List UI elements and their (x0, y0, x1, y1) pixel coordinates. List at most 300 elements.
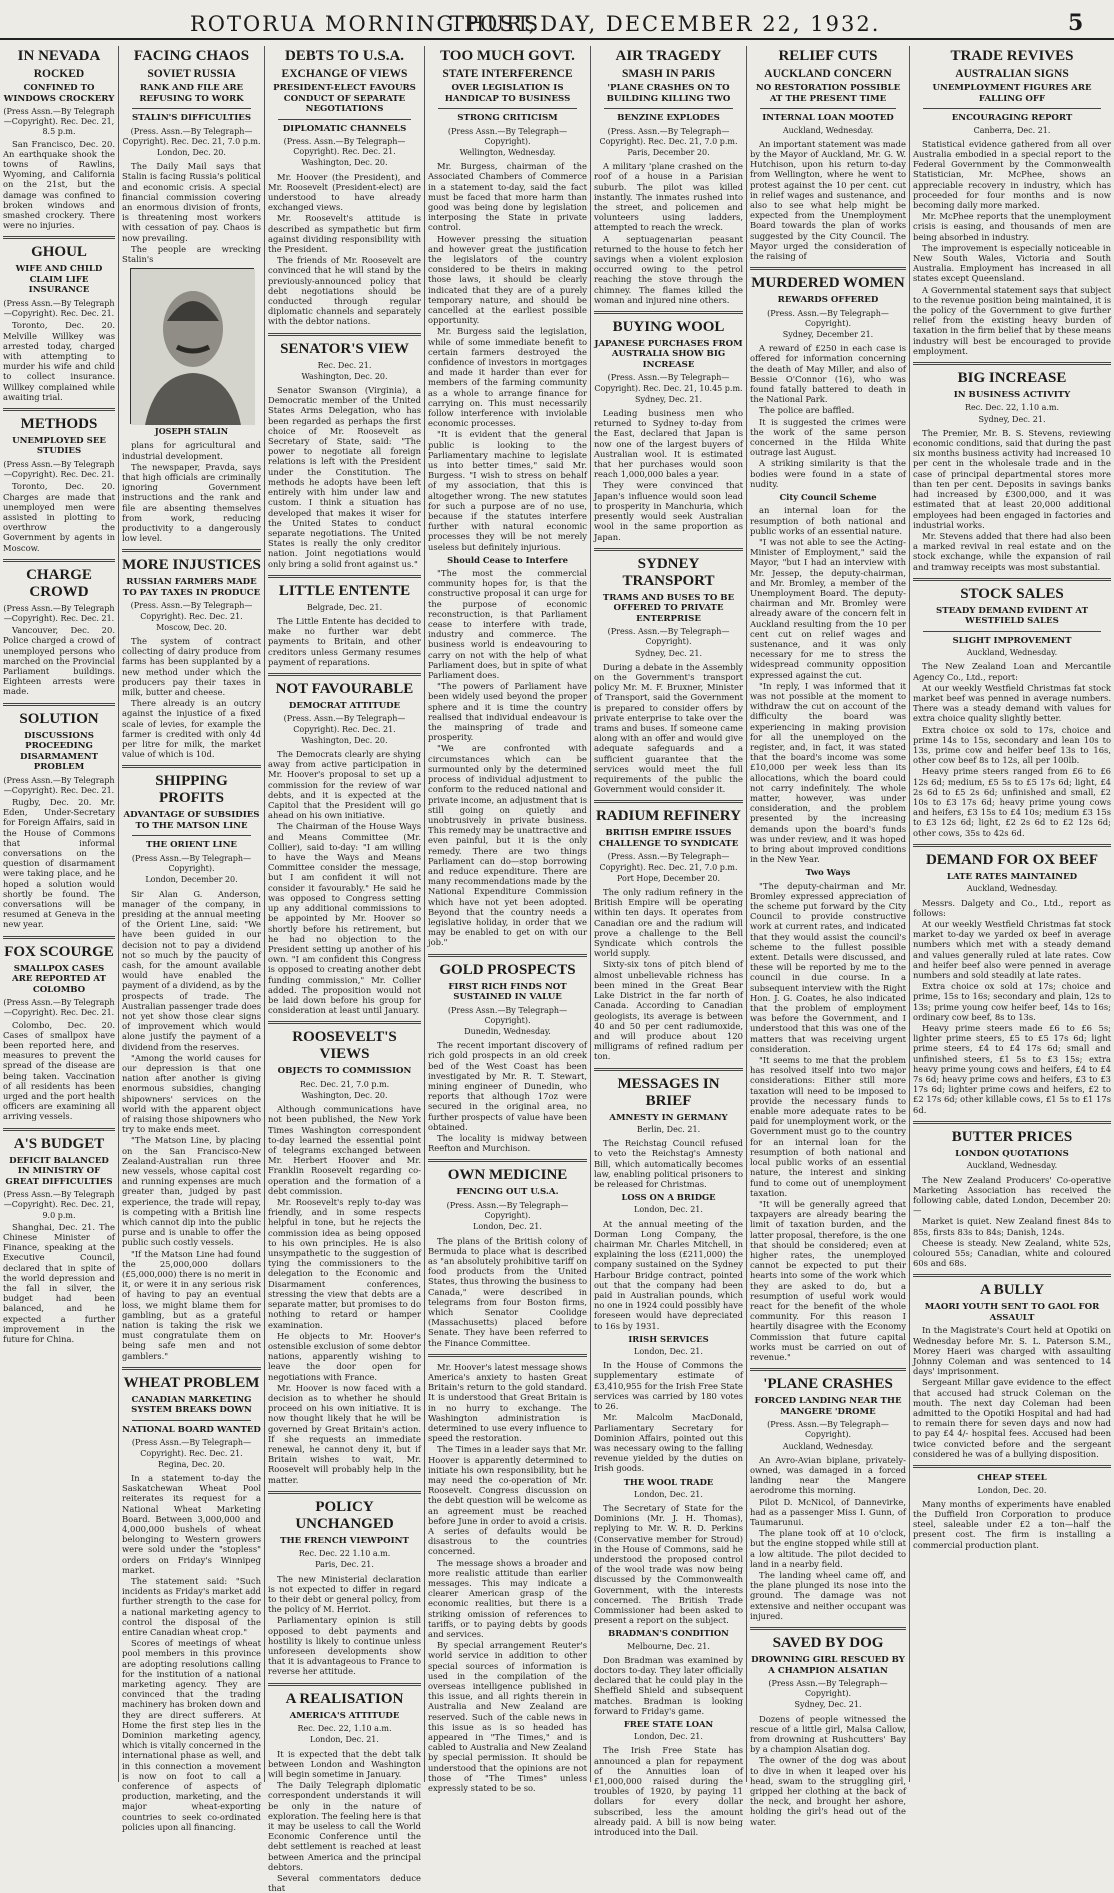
headline: POLICY UNCHANGED (295, 1498, 394, 1532)
dateline: Sydney, Dec. 21. (794, 1700, 862, 1710)
dateline: London, Dec. 21. (310, 1735, 379, 1745)
agency-line: (Press. Assn.—By Telegraph—Copyright). (446, 1200, 569, 1221)
paragraph: A striking similarity is that the bodies were found in a state of nudity. (750, 458, 906, 489)
article (750, 48, 906, 261)
deck: UNEMPLOYMENT FIGURES ARE FALLING OFF (932, 83, 1092, 104)
paragraph: Sir Alan G. Anderson, manager of the company, in presiding at the annual meeting of the Orient Line, said: "We have been guided in our decision not to pay a dividend not so much by the paucity of cash, for the amount available would have enabled the payment of a dividend, as by the prospects of trade. The Australian passenger trade does not yet show those clear signs of improvement which would alone justify the payment of a dividend from the reserves. (122, 888, 261, 1052)
divider (760, 108, 896, 109)
paragraph: Cheese is steady. New Zealand, white 52s, coloured 55s; Canadian, white and coloured 60s and 68s. (913, 1237, 1111, 1269)
column-rule (122, 1367, 261, 1370)
dateline: Sydney, December 21. (782, 330, 874, 340)
section-subhead: Should Cease to Interfere (447, 554, 568, 565)
agency-line: (Press Assn.—By Telegraph—Copyright). (447, 1005, 568, 1025)
article (3, 408, 115, 553)
deck: FORCED LANDING NEAR THE MANGERE 'DROME (754, 1396, 902, 1417)
agency-line: (Press Assn.—By Telegraph—Copyright). Rec. Dec. 21, 8.5 p.m. (3, 107, 115, 137)
deck: AMERICA'S ATTITUDE (289, 1710, 400, 1721)
paragraph: "It seems to me that the problem has resolved itself into two major considerations: Either still more taxation will need to be imposed to provide the necessary funds to enable more adequate rates to be paid for unemployment work, or the Government must go to the country for an internal loan for the resumption of both national and local public works of an essential nature, the interest and sinking fund to come out of unemployment taxation. (750, 1055, 906, 1198)
paragraph: Leading business men who returned to Sydney to-day from the East, declared that Japan is now one of the largest buyers of Australian wool. It is estimated that her purchases would soon reach 1,000,000 bales a year. (594, 408, 743, 480)
column-rule (3, 559, 115, 562)
paragraph: Mr. Roosevelt's reply to-day was friendly, and in some respects helpful in tone, but he rejects the commission idea as being opposed to his own principles. He is also unsympathetic to the suggestion of tying the commissioners to the delegation to the Economic and Disarmament conferences, stressing the view that debts are a separate matter, but promises to do nothing to retard or hamper examination. (268, 1197, 421, 1330)
deck: DEMOCRAT ATTITUDE (288, 700, 401, 711)
article (750, 1627, 906, 1827)
paragraph: Senator Swanson (Virginia), a Democratic member of the United States Arms Delegation, who has been regarded as perhaps the first choice of Mr. Roosevelt as Secretary of State, said: "The power to negotiate all foreign relations is left with the President under the Constitution. The methods he adopts have been left entirely with him under law and custom. I think a situation has developed that makes it wiser for the United States to conduct separate negotiations. The United States is really the only creditor nation. Joint negotiations would only bring a solid front against us." (268, 385, 421, 569)
headline: SHIPPING PROFITS (155, 773, 228, 807)
deck: FENCING OUT U.S.A. (456, 1187, 559, 1198)
paragraph: Extra choice ox sold at 17s; choice and prime, 15s to 16s; secondary and plain, 12s to 13s; prime young cow heifer beef, 14s to 16s; ordinary cow beef, 8s to 13s. (913, 981, 1111, 1022)
paragraph: The Chairman of the House Ways and Means Committee (Mr. Collier), said to-day: "I am willing to have the Ways and Means Committee consider the message, but I am confident it will not consider it favourably." He said he was opposed to Congress setting up any additional commissions to be appointed by Mr. Hoover so shortly before his retirement, but he had no objection to the President setting up another of his own. "I am confident this Congress is opposed to creating another debt funding commission," Mr. Collier added. The proposition would not be laid down before his group for consideration at least until January. (268, 821, 421, 1016)
deck: PRESIDENT-ELECT FAVOURS CONDUCT OF SEPARATE NEGOTIATIONS (273, 83, 416, 114)
column-rule (428, 1354, 587, 1357)
column-1 (0, 46, 118, 1782)
column-rule (913, 1274, 1111, 1277)
paragraph: The locality is midway between Reefton and Murchison. (428, 1132, 587, 1154)
paragraph: The Premier, Mr. B. S. Stevens, reviewing economic conditions, said that during the past six months business activity had increased 10 per cent in the wholesale trade and in the case of principal departmental stores more than ten per cent. Deposits in savings banks had increased by £300,000, and it was estimated that at least 20,000 additional employees had been engaged in factories and industrial works. (913, 427, 1111, 530)
paragraph: The plans of the British colony of Bermuda to place what is described as "an absolutely prohibitive tariff on food products from the United States, thus throwing the business to Canada," were described in telegrams from four Boston firms, which Senator Coolidge (Massachusetts) placed before Senate. They have been referred to the Finance Committee. (428, 1235, 587, 1348)
column-7 (909, 46, 1114, 1782)
headline: METHODS (20, 415, 98, 432)
paragraph: Heavy prime steers ranged from £6 to £6 12s 6d; medium, £5 5s to £5 17s 6d; light, £4 2s 6d to £5 2s 6d; unfinished and small, £2 10s to £3 17s 6d; heavy prime young cows and heifers, £3 15s to £4 10s; medium £3 15s to £3 12s 6d; light, £2 2s 6d to £2 12s 6d; other cows, 35s to 42s 6d. (913, 766, 1111, 838)
subheadline: AUSTRALIAN SIGNS (955, 68, 1069, 80)
dateline: London, Dec. 20. (977, 1485, 1047, 1495)
headline: MORE INJUSTICES (122, 557, 261, 574)
section-subhead: Two Ways (805, 867, 851, 878)
paragraph: The Democrats clearly are shying away from active participation in Mr. Hoover's proposal to set up a commission for the review of war debts, and it is expected at the Capitol that the President will go ahead on his own initiative. (268, 749, 421, 821)
paragraph: He objects to Mr. Hoover's ostensible exclusion of some debtor nations, apparently wishing to leave the door open for negotiations with France. (268, 1330, 421, 1382)
deck: FIRST RICH FINDS NOT SUSTAINED IN VALUE (448, 981, 567, 1003)
deck: NO RESTORATION POSSIBLE AT THE PRESENT TIME (755, 83, 901, 104)
paragraph: A Governmental statement says that subject to the revenue position being maintained, it is the policy of the Government to give further relief from the existing heavy burden of taxation in the firm belief that by these means industry will best be encouraged to provide employment. (913, 284, 1111, 356)
article (913, 48, 1111, 356)
dateline: Canberra, Dec. 21. (973, 125, 1051, 135)
dateline: Auckland, Wednesday. (782, 125, 874, 135)
headline: SAVED BY DOG (772, 1635, 884, 1652)
paragraph: The owner of the dog was about to dive in when it leaped over his head, swam to the struggling girl, gripped her clothing at the back of the neck, and brought her ashore, holding the girl's head out of the water. (750, 1755, 906, 1827)
photo-caption: JOSEPH STALIN (154, 426, 229, 437)
paragraph: In the Magistrate's Court held at Opotiki on Wednesday before Mr. S. L. Paterson S.M., Morey Haeri was charged with assaulting Johnny Coleman and was sentenced to 14 days' imprisonment. (913, 1325, 1111, 1377)
article (122, 549, 261, 759)
paragraph: It is suggested the crimes were the work of the same person concerned in the Hilda White outrage last August. (750, 416, 906, 458)
paragraph: Toronto, Dec. 20. Charges are made that unemployed men were assisted in plotting to overthrow the Government by agents in Moscow. (3, 481, 115, 553)
dateline: London, Dec. 21. (634, 1489, 703, 1499)
headline: FACING CHAOS (133, 48, 250, 64)
headline: WHEAT PROBLEM (123, 1374, 260, 1391)
article (3, 48, 115, 230)
paragraph: "If the Matson Line had found the 25,000,000 dollars (£5,000,000) there is no merit in it, or were it in any serious risk of having to pay an eventual loss, we might blame them for gambling, but as a grateful nation is taking the risk we must congratulate them on being safe men and not gamblers." (122, 1248, 261, 1361)
dateline: Washington, Dec. 20. (301, 158, 388, 168)
paragraph: The system of contract collecting of dairy produce from farms has been supplanted by a new method under which the producers pay their taxes in milk, butter and cheese. (122, 635, 261, 697)
paragraph: "I was not able to see the Acting-Minister of Employment," said the Mayor, "but I had an interview with Mr. Jessep, the deputy-chairman, and Mr. Bromley, a member of the Unemployment Board. The deputy-chairman and Mr. Bromley were already aware of the concern felt in Auckland resulting from the 10 per cent cut on relief wages and sustenance, and it was only necessary for me to stress the widespread community opposition expressed against the cut. (750, 536, 906, 680)
dateline: Sydney, Dec. 21. (635, 394, 702, 404)
agency-line: Rec. Dec. 22, 1.10 a.m. (964, 403, 1060, 413)
paragraph: At the annual meeting of the Dorman Long Company, the chairman Mr. Charles Mitchell, in explaining the loss (£211,000) the company sustained on the Sydney Harbour Bridge contract, pointed out that the company had been paid in Australian pounds, which no one in 1924 could possibly have foreseen would have depreciated to 16s by 1931. (594, 1218, 743, 1331)
deck: THE ORIENT LINE (146, 840, 237, 851)
article (913, 844, 1111, 1115)
paragraph: Messrs. Dalgety and Co., Ltd., report as follows: (913, 897, 1111, 918)
paragraph: "In reply, I was informed that it was not possible at the moment to withdraw the cut on account of the difficulty the board was experiencing in making provision for all the unemployed on the register, and, in fact, it was stated that the board's income was some £10,000 per week less than its allocations, which the board could not carry indefinitely. The whole matter, however, was under consideration, and the problem presented by the increasing demands upon the board's funds was under review, and it was hoped to bring about improved conditions in the New Year. (750, 680, 906, 865)
article (3, 703, 115, 930)
divider (438, 108, 577, 109)
dateline: Wellington, Wednesday. (459, 147, 556, 157)
headline: TOO MUCH GOVT. (440, 48, 575, 64)
paragraph: A septuagenarian peasant returned to the house to fetch her savings when a violent explosion occurred owing to the petrol reaching the stove through the chimney. The flames killed the woman and injured nine others. (594, 233, 743, 305)
section-subhead: FREE STATE LOAN (623, 1718, 714, 1729)
headline: RELIEF CUTS (778, 48, 878, 64)
issue-date: THURSDAY, DECEMBER 22, 1932. (450, 12, 881, 36)
article (3, 236, 115, 402)
headline: MESSAGES IN BRIEF (617, 1075, 720, 1109)
headline: ROOSEVELT'S VIEWS (292, 1029, 397, 1063)
deck: BENZINE EXPLODES (617, 113, 720, 123)
column-rule (594, 800, 743, 803)
column-rule (594, 548, 743, 551)
paragraph: Market is quiet. New Zealand finest 84s to 85s, firsts 83s to 84s; Danish, 124s. (913, 1216, 1111, 1237)
headline: A'S BUDGET (13, 1135, 105, 1152)
column-rule (268, 333, 421, 336)
article (268, 1021, 421, 1484)
article (594, 311, 743, 542)
agency-line: (Press. Assn.—By Telegraph—Copyright). Rec. Dec. 21, 7.0 p.m. (599, 126, 738, 146)
headline: TRADE REVIVES (950, 48, 1074, 64)
deck: DEFICIT BALANCED IN MINISTRY OF GREAT DIFFICULTIES (5, 1155, 113, 1187)
deck: WIFE AND CHILD CLAIM LIFE INSURANCE (15, 264, 103, 296)
deck: DROWNING GIRL RESCUED BY A CHAMPION ALSATIAN (751, 1655, 905, 1676)
dateline: Auckland, Wednesday. (966, 648, 1058, 658)
deck: JAPANESE PURCHASES FROM AUSTRALIA SHOW BIG INCREASE (594, 338, 743, 370)
paragraph: Vancouver, Dec. 20. Police charged a crowd of unemployed persons who marched on the Provincial Parliament buildings. Eighteen arrests were made. (3, 625, 116, 697)
article (268, 673, 421, 1015)
headline: GOLD PROSPECTS (439, 961, 576, 978)
agency-line: (Press Assn.—By Telegraph—Copyright). Rec. Dec. 21. (3, 298, 115, 319)
dateline: Paris, December 20. (627, 147, 710, 157)
headline: LITTLE ENTENTE (278, 582, 411, 599)
column-rule (268, 673, 421, 676)
deck: IN BUSINESS ACTIVITY (953, 389, 1071, 400)
dateline: Berlin, Dec. 21. (636, 1125, 701, 1135)
paragraph: The Daily Telegraph diplomatic correspondent understands it will be only in the nature of exploration. The feeling here is that it may be useless to call the World Economic Conference until the debt settlement is reached at least between America and the principal debtors. (268, 1780, 421, 1872)
deck: INTERNAL LOAN MOOTED (762, 113, 894, 123)
article (913, 1121, 1111, 1269)
paragraph: Mr. Hoover (the President), and Mr. Roosevelt (President-elect) are understood to have already exchanged views. (268, 171, 421, 213)
paragraph: The landing wheel came off, and the plane plunged its nose into the ground. The damage was not extensive and neither occupant was injured. (750, 1570, 906, 1621)
section-subhead: THE WOOL TRADE (623, 1476, 714, 1487)
paragraph: Rugby, Dec. 20. Mr. Eden, Under-Secretary for Foreign Affairs, said in the House of Commons that informal conversations on the question of disarmament were taking place, and he hoped a solution would shortly be found. The conversations will be resumed at Geneva in the new year. (3, 797, 115, 930)
paragraph: "The powers of Parliament have been widely used beyond the proper sphere and it is time the country realised that individual endeavour is the mainspring of trade and prosperity. (428, 681, 587, 743)
column-rule (268, 1491, 421, 1494)
paragraph: The statement said: "Such incidents as Friday's market add further strength to the case for a national marketing agency to control the disposal of the entire Canadian wheat crop." (122, 1576, 261, 1638)
paragraph: "It is evident that the general public is looking to the Parliamentary machine to legislate us into better times," said Mr. Burgess. "I wish to stress on behalf of my association, that this is altogether wrong. The new statutes for such a purpose are of no use, because if the statutes interfere further with natural economic processes they will be not merely useless but definitely injurious. (428, 429, 587, 552)
deck: REWARDS OFFERED (777, 295, 879, 306)
section-subhead: IRISH SERVICES (628, 1333, 709, 1344)
deck: OVER LEGISLATION IS HANDICAP TO BUSINESS (444, 83, 571, 104)
article (3, 1128, 115, 1345)
agency-line: (Press Assn.—By Telegraph—Copyright). Rec. Dec. 21. (3, 775, 115, 795)
deck: UNEMPLOYED SEE STUDIES (12, 435, 106, 457)
deck: 'PLANE CRASHES ON TO BUILDING KILLING TWO (606, 83, 731, 104)
subheadline: EXCHANGE OF VIEWS (281, 68, 408, 80)
deck: TRAMS AND BUSES TO BE OFFERED TO PRIVATE ENTERPRISE (602, 592, 735, 624)
paragraph: Many months of experiments have enabled the Duffield Iron Corporation to produce steel, saleable under £2 a ton—half the present cost. The firm is installing a commercial production plant. (913, 1498, 1111, 1550)
paragraph: Mr. Malcolm MacDonald, Parliamentary Secretary for Dominion Affairs, pointed out this was necessary owing to the falling revenue yielded by the duties on Irish goods. (594, 1412, 743, 1474)
dateline: Auckland, Wednesday. (966, 1161, 1058, 1171)
headline: SOLUTION (19, 710, 99, 727)
paragraph: The plane took off at 10 o'clock, but the engine stopped while still at a low altitude. The pilot decided to land in a nearby field. (750, 1528, 906, 1569)
agency-line: (Press Assn.—By Telegraph—Copyright). Rec. Dec. 21. (3, 459, 115, 480)
paragraph: Mr. Burgess, chairman of the Associated Chambers of Commerce in a statement to-day, said the fact must be faced that more harm than good was being done by legislation interposing the State in private control. (428, 161, 587, 233)
paragraph: In the House of Commons the supplementary estimate of £3,410,955 for the Irish Free State services was carried by 180 votes to 26. (594, 1360, 743, 1412)
agency-line: (Press Assn.—By Telegraph—Copyright). (447, 126, 568, 146)
agency-line: (Press Assn.—By Telegraph—Copyright). (768, 1679, 888, 1699)
article (268, 575, 421, 667)
subheadline: ROCKED (33, 68, 85, 80)
paragraph: Mr. Burgess said the legislation, while of some immediate benefit to certain farmers destroyed the confidence of investors in mortgages and made it harder than ever for members of the farming community as a whole to arrange finance for carrying on. This must necessarily follow interference with inviolable economic processes. (428, 326, 587, 429)
article (594, 548, 743, 795)
agency-line: (Press Assn.—By Telegraph—Copyright). Rec. Dec. 21. (3, 998, 115, 1018)
divider (923, 108, 1101, 109)
column-6 (746, 46, 909, 1827)
deck: DISCUSSIONS PROCEEDING DISARMAMENT PROBLEM (20, 730, 98, 773)
article (268, 48, 421, 327)
column-rule (913, 1121, 1111, 1124)
agency-line: (Press Assn.—By Telegraph—Copyright). (131, 853, 252, 874)
dateline: London, Dec. 21. (473, 1222, 542, 1232)
column-2 (118, 46, 264, 1832)
subheadline: STATE INTERFERENCE (442, 68, 573, 80)
article (122, 765, 261, 1360)
paragraph: The Reichstag Council refused to veto the Reichstag's Amnesty Bill, which automatically becomes law, enabling political prisoners to be released for Christmas. (594, 1138, 743, 1190)
deck: STEADY DEMAND EVIDENT AT WESTFIELD SALES (936, 605, 1088, 627)
paragraph: "It will be generally agreed that taxpayers are already bearing the limit of taxation burden, and the latter proposal, therefore, is the one that should be considered; even at higher rates, the unemployed cannot be expected to put their hearts into some of the work which they are asked to do, but a resumption of useful work would react for the benefit of the whole community. For this reason I heartily disagree with the Economy Commission that future capital works must be carried on out of revenue." (750, 1198, 906, 1362)
headline: OWN MEDICINE (447, 1167, 568, 1184)
article (3, 936, 115, 1122)
paragraph: Although communications have not been published, the New York Times Washington correspondent to-day learned the essential point of telegrams exchanged between Mr. Herbert Hoover and Mr. Franklin Roosevelt regarding co-operation and the formation of a debt commission. (268, 1104, 421, 1196)
article (268, 333, 421, 569)
dateline: Melbourne, Dec. 21. (627, 1641, 710, 1651)
paragraph: Dozens of people witnessed the rescue of a little girl, Malsa Callow, from drowning at Rushcutters' Bay by a champion Alsatian dog. (750, 1713, 906, 1755)
paragraph: The Irish Free State has announced a plan for repayment of the Annuities loan of £1,000,000 raised during the troubles of 1920, by paying 11 dollars for every dollar subscribed, less the amount already paid. A bill is now being introduced into the Dail. (594, 1745, 743, 1838)
dateline: Sydney, Dec. 21. (978, 414, 1046, 424)
dateline: Port Hope, December 20. (616, 873, 721, 883)
article (913, 362, 1111, 572)
headline: RADIUM REFINERY (596, 808, 741, 825)
paragraph: The people are wrecking Stalin's (122, 243, 261, 264)
column-rule (428, 954, 587, 957)
dateline: Washington, Dec. 20. (301, 735, 388, 745)
deck: CONFINED TO WINDOWS CROCKERY (3, 83, 115, 104)
agency-line: (Press. Assn.—By Telegraph—Copyright). (767, 1420, 889, 1440)
paragraph: The friends of Mr. Roosevelt are convinced that he will stand by the previously-announced policy that debt negotiations should be conducted through regular diplomatic channels and separately with the debtor nations. (268, 255, 421, 327)
paragraph: Colombo, Dec. 20. Cases of smallpox have been reported here, and measures to prevent the spread of the disease are being taken. Vaccination of all residents has been urged and the port health officers are examining all arriving vessels. (3, 1019, 115, 1122)
deck: MAORI YOUTH SENT TO GAOL FOR ASSAULT (924, 1302, 1100, 1323)
dateline: Washington, Dec. 20. (301, 371, 388, 381)
dateline: Paris, Dec. 21. (315, 1560, 374, 1570)
deck: CHEAP STEEL (977, 1473, 1047, 1484)
paragraph: Don Bradman was examined by doctors to-day. They later officially declared that he could play in the Sheffield Shield and subsequent matches. Bradman is looking forward to Friday's game. (594, 1654, 743, 1716)
agency-line: (Press Assn.—By Telegraph—Copyright). Rec. Dec. 21, 9.0 p.m. (3, 1190, 115, 1220)
stalin-photo (130, 268, 254, 424)
paragraph: plans for agricultural and industrial development. (122, 440, 261, 461)
headline: BIG INCREASE (957, 369, 1067, 386)
paragraph: "The deputy-chairman and Mr. Bromley expressed appreciation of the scheme put forward by the City Council to provide constructive work at current rates, and indicated that they would assist the council's scheme to the fullest possible extent. Details were discussed, and these will be reported by me to the council in due course. In a subsequent interview with the Right Hon. J. G. Coates, he also indicated that the problem of employment was before the Government, and I understood that this was one of the matters that was receiving urgent consideration. (750, 880, 906, 1054)
paragraph: Parliamentary opinion is still opposed to debt payments and hostility is likely to continue unless unforeseen developments show that it is advantageous to France to reverse her attitude. (268, 1615, 421, 1677)
headline: A REALISATION (285, 1690, 404, 1707)
article (428, 954, 587, 1154)
paragraph: The improvement is especially noticeable in New South Wales, Victoria and South Australia. Employment has increased in all states except Queensland. (913, 242, 1111, 284)
column-rule (913, 844, 1111, 847)
paragraph: Sixty-six tons of pitch blend of almost unbelievable richness has been mined in the Great Bear Lake District in the far north of Canada. According to Canadian geologists, its average is between 40 and 50 per cent radiumoxide, and will produce about 120 milligrams of refined radium per ton. (594, 959, 743, 1062)
deck: ENCOURAGING REPORT (951, 113, 1073, 123)
masthead (0, 10, 1114, 40)
headline: NOT FAVOURABLE (275, 680, 414, 697)
deck: OBJECTS TO COMMISSION (277, 1066, 412, 1077)
paragraph: The New Zealand Producers' Co-operative Marketing Association has received the following cable, dated London, December 20:— (913, 1174, 1111, 1216)
headline: STOCK SALES (960, 585, 1064, 602)
paragraph: Mr. McPhee reports that the unemployment crisis is easing, and thousands of men are being absorbed in industry. (913, 211, 1111, 242)
dateline: Belgrade, Dec. 21. (306, 602, 383, 612)
agency-line: (Press. Assn.—By Telegraph—Copyright). (767, 308, 889, 328)
article (428, 1159, 587, 1347)
headline: MURDERED WOMEN (751, 275, 905, 292)
paragraph: "The most the commercial community hopes for, is that the constructive proposal it can urge for the purpose of economic reconstruction, is that Parliament cease to interfere with trade, industry and commerce. The business world is endeavouring to carry on not with the help of what Parliament does, but in spite of what Parliament does. (428, 568, 587, 681)
paragraph: Mr. Roosevelt's attitude is described as sympathetic but firm against dividing responsibility with the President. (268, 213, 421, 255)
paragraph: San Francisco, Dec. 20. An earthquake shook the towns of Rawlins, Wyoming, and California on the 21st, but the damage was confined to broken windows and smashed crockery. There were no injuries. (3, 138, 115, 231)
agency-line: (Press. Assn.—By Telegraph—Copyright). Rec. Dec. 21, 7.0 p.m. (599, 852, 738, 872)
paragraph: At our weekly Westfield Christmas fat stock market to-day we yarded ox beef in average numbers which met with a steady demand and values generally ruled at late rates. Cow and heifer beef also were penned in average numbers and sold steadily at late rates. (913, 918, 1111, 980)
article (913, 578, 1111, 838)
paragraph: The police are baffled. (759, 405, 855, 416)
headline: SYDNEY TRANSPORT (622, 555, 715, 589)
agency-line: Rec. Dec. 22, 1.10 a.m. (297, 1724, 392, 1734)
column-rule (428, 1159, 587, 1162)
paragraph: They were convinced that Japan's influence would soon lead to prosperity in Manchuria, which presently would seek Australian wool in the same proportion as Japan. (594, 480, 743, 542)
deck: NATIONAL BOARD WANTED (122, 1424, 261, 1435)
section-subhead: BRADMAN'S CONDITION (608, 1628, 729, 1639)
article (913, 1465, 1111, 1550)
headline: 'PLANE CRASHES (763, 1376, 893, 1393)
section-subhead: City Council Scheme (779, 492, 877, 503)
headline: BUTTER PRICES (951, 1128, 1073, 1145)
paragraph: The Secretary of State for the Dominions (Mr. J. H. Thomas), replying to Mr. W. R. D. Perkins (Conservative member for Stroud) in the House of Commons, said he understood the proposed control of the wool trade was now being discussed by the Commonwealth Government, with the interests concerned. The British Trade Commissioner had been asked to present a report on the subject. (594, 1502, 743, 1626)
column-5 (590, 46, 746, 1838)
column-rule (122, 765, 261, 768)
article (268, 1683, 421, 1893)
deck: THE FRENCH VIEWPOINT (280, 1535, 409, 1546)
paragraph: Scores of meetings of wheat pool members in this province are adopting resolutions calling for the institution of a national marketing agency. They are convinced that the trading machinery has broken down and they are direct sufferers. At Home the first step lies in the Dominion marketing agency, which is vitally concerned in the international phase as well, and in this connection a movement is now on foot to call a conference of aspects of production, marketing, and the major wheat-exporting countries to seek co-ordinated policies upon all financing. (122, 1638, 261, 1832)
paragraph: By special arrangement Reuter's world service in addition to other special sources of information is used in the compilation of the overseas intelligence published in this issue, and all rights therein in Australia and New Zealand are reserved. Such of the cable news in this issue as is so headed has appeared in "The Times," and is cabled to Australia and New Zealand by special permission. It should be understood that the opinions are not those of "The Times" unless expressly stated to be so. (428, 1640, 587, 1794)
divider (923, 631, 1101, 632)
paragraph: an internal loan for the resumption of both national and public works of an essential nature. (750, 505, 906, 536)
headline: SENATOR'S VIEW (280, 340, 409, 357)
article (268, 1491, 421, 1677)
paragraph: "The Matson Line, by placing on the San Francisco-New Zealand-Australian run three new vessels, whose capital cost and running expenses are much greater than, judged by past experience, the trade will repay, is competing with a British line which cannot dip into the public purse and is unable to offer the public such costly vessels. (122, 1135, 261, 1248)
dateline: London, December 20. (145, 875, 238, 885)
dateline: Moscow, Dec. 20. (156, 622, 227, 632)
column-rule (913, 578, 1111, 581)
agency-line: (Press. Assn.—By Telegraph—Copyright). (607, 627, 730, 647)
paragraph: A military 'plane crashed on the roof of a house in a Parisian suburb. The pilot was killed instantly. The inmates rushed into the street, and policemen and volunteers using ladders, attempted to reach the wreck. (594, 161, 743, 233)
article (913, 1274, 1111, 1459)
headline: A BULLY (979, 1282, 1045, 1299)
subheadline: SOVIET RUSSIA (147, 68, 236, 80)
column-rule (594, 1068, 743, 1071)
paragraph: Pilot D. McNicol, of Dannevirke, had as a passenger Miss I. Gunn, of Taumarunui. (750, 1496, 906, 1527)
agency-line: (Press Assn.—By Telegraph—Copyright). Rec. Dec. 21. (131, 1438, 252, 1458)
column-rule (268, 575, 421, 578)
article (750, 1368, 906, 1621)
column-rule (3, 408, 115, 411)
headline: DEMAND FOR OX BEEF (925, 851, 1099, 868)
divider (278, 119, 411, 120)
agency-line: (Press. Assn.—By Telegraph—Copyright). Rec. Dec. 21. (283, 714, 406, 734)
headline: GHOUL (31, 244, 87, 261)
deck: DIPLOMATIC CHANNELS (282, 123, 407, 134)
agency-line: (Press. Assn.—By Telegraph—Copyright). Rec. Dec. 21, 7.0 p.m. (122, 126, 261, 146)
subheadline: AUCKLAND CONCERN (764, 68, 892, 80)
paragraph: The recent important discovery of rich gold prospects in an old creek bed of the West Coast has been investigated by Mr. R. T. Stewart, mining engineer of Dunedin, who reports that although 17oz were secured in the original area, no further prospects of value have been obtained. (428, 1040, 587, 1132)
column-rule (750, 1627, 906, 1630)
deck: LATE RATES MAINTAINED (946, 871, 1078, 882)
agency-line: (Press. Assn.—By Telegraph—Copyright). Rec. Dec. 21. (130, 601, 253, 621)
section-subhead: LOSS ON A BRIDGE (621, 1192, 716, 1203)
paragraph: The message shows a broader and more realistic attitude than earlier messages. This may indicate a clearer American grasp of the economic realities, but there is a striking omission of references to tariffs, or to paying debts by goods and services. (428, 1557, 587, 1640)
deck: STRONG CRITICISM (457, 113, 558, 123)
agency-line: (Press Assn.—By Telegraph—Copyright). Rec. Dec. 21. (3, 603, 115, 623)
deck: STALIN'S DIFFICULTIES (131, 113, 252, 123)
dateline: London, Dec. 21. (634, 1347, 703, 1357)
article (594, 48, 743, 305)
paragraph: The only radium refinery in the British Empire will be operating within ten days. It operates from Canadian ore and the radium will prove a challenge to the Bell Syndicate which controls the world supply. (594, 887, 743, 959)
deck: RANK AND FILE ARE REFUSING TO WORK (139, 83, 244, 104)
headline: AIR TRAGEDY (615, 48, 722, 64)
paragraph: The Little Entente has decided to make no further war debt payments to Britain, and other creditors unless Germany resumes payment of reparations. (268, 615, 421, 667)
dateline: London, Dec. 20. (157, 147, 226, 157)
paragraph: The newspaper, Pravda, says that high officials are criminally ignoring Government instructions and the rank and file are absenting themselves from work, reducing productivity to a dangerously low level. (122, 461, 261, 544)
paragraph: An Avro-Avian biplane, privately-owned, was damaged in a forced landing near the Mangere aerodrome this morning. (750, 1454, 906, 1496)
paragraph: During a debate in the Assembly on the Government's transport policy Mr. M. F. Bruxner, Minister of Transport, said the Government is prepared to consider offers by private enterprise to take over the trams and buses. If someone came along with an offer and would give adequate safeguards and a sufficient guarantee that the services would meet the full requirements of the public the Government would consider it. (594, 661, 743, 795)
page-number: 5 (1068, 10, 1084, 36)
paragraph: Toronto, Dec. 20. Melville Willkey was arrested today, charged with attempting to murder his wife and child to collect insurance. Willkey complained while awaiting trial. (3, 320, 115, 402)
dateline: Regina, Dec. 20. (158, 1459, 225, 1469)
paragraph: The new Ministerial declaration is not expected to differ in regard to their debt or general policy, from the policy of M. Herriot. (268, 1573, 421, 1615)
article (122, 1367, 261, 1832)
paragraph: Shanghai, Dec. 21. The Chinese Minister of Finance, speaking at the Executive Council, declared that in spite of the world depression and the fall in silver, the budget had been balanced, and he expected a further improvement in the future for China. (3, 1221, 115, 1344)
deck: CANADIAN MARKETING SYSTEM BREAKS DOWN (131, 1394, 252, 1416)
column-rule (3, 936, 115, 939)
paragraph: Sergeant Millar gave evidence to the effect that accused had struck Coleman on the mouth. The next day Coleman had been admitted to the Opotiki Hospital and had had to remain there for seven days and now had to pay £4 4/- hospital fees. Accused had been twice convicted before and the sergeant considered he was of a bullying disposition. (913, 1377, 1111, 1459)
paragraph: "We are confronted with circumstances which can be surmounted only by the determined process of individual adjustment to conform to the reduced national and private income, an adjustment that is still going on quietly and unobtrusively in private business. This remedy may be unattractive and even painful, but it is the only remedy. There are two things Parliament can do—stop borrowing and reduce expenditure. There are many recommendations made by the National Expenditure Commission which have not yet been adopted. Beyond that the country needs a legislative holiday, in order that we may be enabled to get on with our job." (428, 743, 587, 948)
column-rule (122, 549, 261, 552)
divider (132, 1420, 251, 1421)
deck: BRITISH EMPIRE ISSUES CHALLENGE TO SYNDICATE (598, 828, 739, 849)
deck: ADVANTAGE OF SUBSIDIES TO THE MATSON LINE (123, 810, 260, 831)
article (428, 1354, 587, 1794)
subheadline: SMASH IN PARIS (621, 68, 716, 80)
headline: DEBTS TO U.S.A. (284, 48, 405, 64)
paragraph: In a statement to-day the Saskatchewan Wheat Pool reiterates its request for a National Wheat Marketing Board. Between 3,000,000 and 4,000,000 bushels of wheat belonging to Western growers were sold under the "stopless" orders on Friday's Winnipeg market. (122, 1472, 261, 1575)
column-rule (750, 267, 906, 270)
headline: BUYING WOOL (612, 318, 725, 335)
paragraph: Statistical evidence gathered from all over Australia embodied in a special report to the Federal Government by the Commonwealth Statistician, Mr. McPhee, shows an appreciable recovery in industry, which has proceeded for four months and is now becoming daily more marked. (913, 138, 1111, 210)
paragraph: A reward of £250 in each case is offered for information concerning the death of May Miller, and also of Bessie O'Connor (16), who was found fatally battered to death in the National Park. (750, 343, 906, 405)
article (594, 1068, 743, 1838)
paragraph: "Among the world causes for our depression is that one nation after another is giving enormous subsidies, changing shipowners' services on the world with the apparent object of raising those shipowners who try to make ends meet. (122, 1052, 261, 1135)
headline: FOX SCOURGE (4, 943, 114, 960)
headline: IN NEVADA (17, 48, 101, 64)
column-rule (268, 1683, 421, 1686)
newspaper-title: ROTORUA MORNING POST, (190, 12, 538, 36)
agency-line: Rec. Dec. 22 1.10 a.m. (298, 1549, 391, 1559)
column-rule (3, 1128, 115, 1131)
